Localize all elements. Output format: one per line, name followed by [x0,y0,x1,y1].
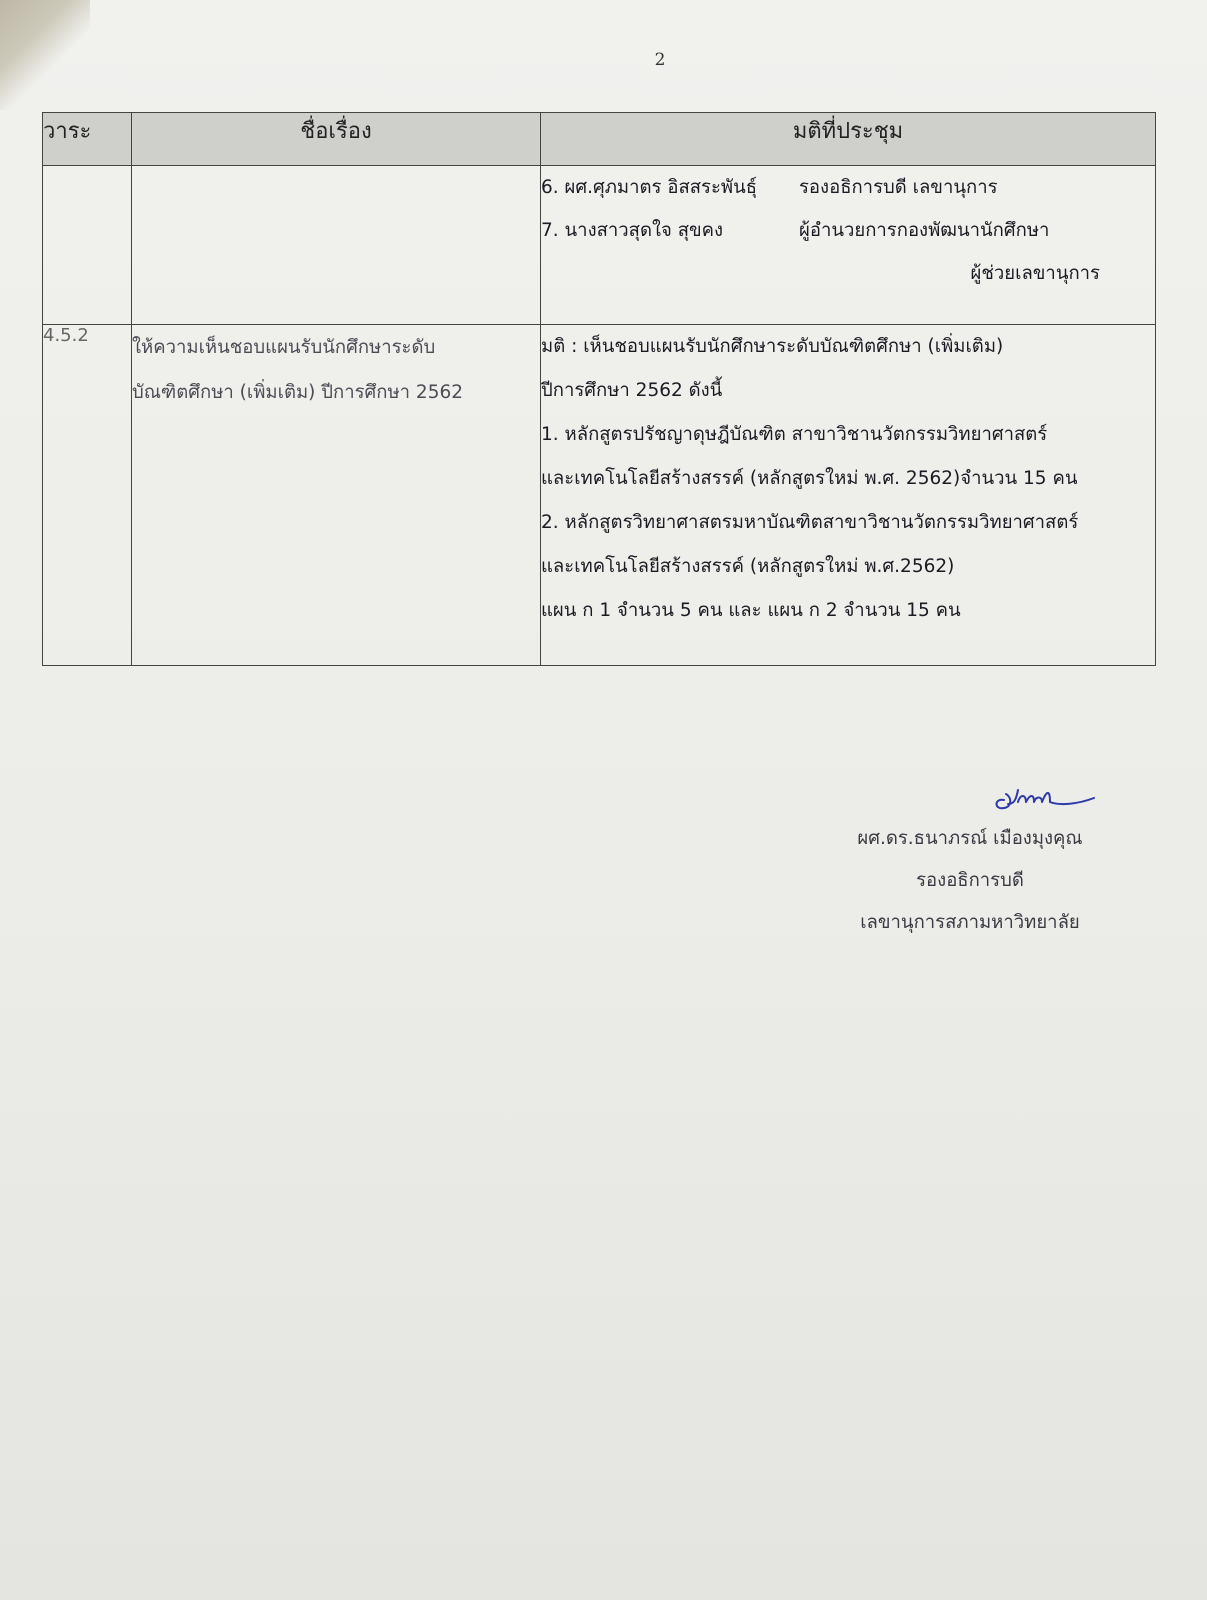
committee-member-6 [541,166,1155,209]
header-topic: ชื่อเรื่อง [132,113,541,166]
resolution-line: 1. หลักสูตรปรัชญาดุษฎีบัณฑิต สาขาวิชานวัตกรรมวิทยาศาสตร์ [541,424,1048,445]
handwritten-signature [990,780,1095,814]
topic-cell [132,325,541,666]
member-name: 6. ผศ.ศุภมาตร อิสสระพันธุ์ [541,177,758,198]
signatory-role: เลขานุการสภามหาวิทยาลัย [860,912,1080,933]
minutes-table [42,112,1156,666]
member-role: รองอธิการบดี เลขานุการ [799,177,998,198]
agenda-cell [43,166,132,325]
committee-member-7-role-2: ผู้ช่วยเลขานุการ [970,263,1100,284]
resolution-line: และเทคโนโลยีสร้างสรรค์ (หลักสูตรใหม่ พ.ศ. 2562)จำนวน 15 คน [541,468,1078,489]
resolution-line: และเทคโนโลยีสร้างสรรค์ (หลักสูตรใหม่ พ.ศ.2562) [541,556,955,577]
signatory-name: ผศ.ดร.ธนาภรณ์ เมืองมุงคุณ [857,828,1083,849]
member-name: 7. นางสาวสุดใจ สุขคง [541,220,724,241]
resolution-line: 2. หลักสูตรวิทยาศาสตรมหาบัณฑิตสาขาวิชานวัตกรรมวิทยาศาสตร์ [541,512,1079,533]
header-resolution: มติที่ประชุม [541,113,1156,166]
member-role: ผู้อำนวยการกองพัฒนานักศึกษา [799,220,1050,241]
committee-member-7 [541,209,1155,252]
topic-line: บัณฑิตศึกษา (เพิ่มเติม) ปีการศึกษา 2562 [132,382,464,403]
table-row [43,325,1156,666]
topic-cell [132,166,541,325]
signatory-position: รองอธิการบดี [916,870,1024,891]
agenda-cell: 4.5.2 [43,325,132,666]
page-number: 2 [654,50,666,70]
resolution-line: มติ : เห็นชอบแผนรับนักศึกษาระดับบัณฑิตศึกษา (เพิ่มเติม) [541,336,1004,357]
resolution-cell [541,325,1156,666]
photo-corner-shadow [0,0,90,110]
signature-block [820,818,1120,944]
header-agenda: วาระ [43,113,132,166]
resolution-line: แผน ก 1 จำนวน 5 คน และ แผน ก 2 จำนวน 15 คน [541,600,961,621]
table-row [43,166,1156,325]
table-header-row [43,113,1156,166]
resolution-line: ปีการศึกษา 2562 ดังนี้ [541,380,723,401]
topic-line: ให้ความเห็นชอบแผนรับนักศึกษาระดับ [132,337,436,358]
resolution-cell [541,166,1156,325]
